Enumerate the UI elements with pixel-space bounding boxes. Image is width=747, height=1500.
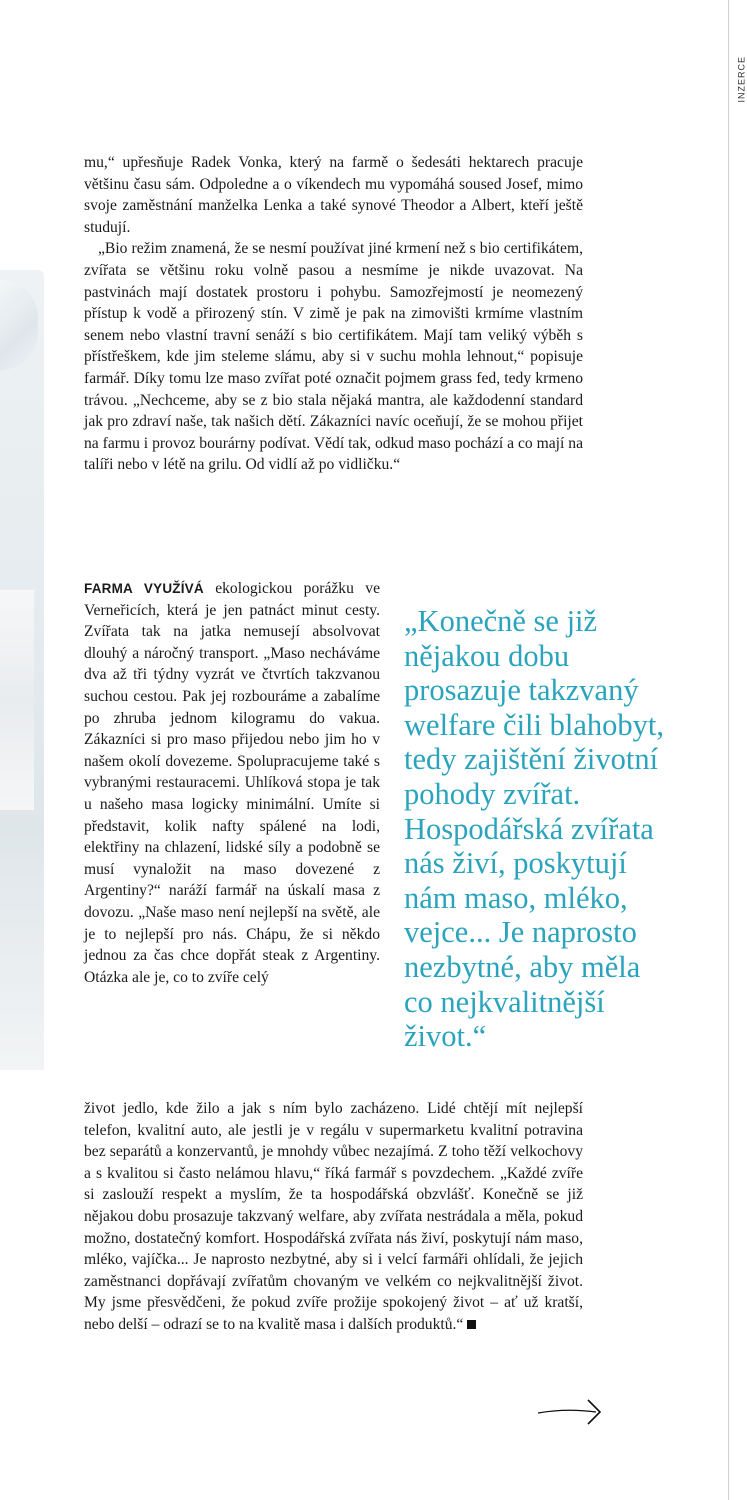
pull-quote-line: nějakou dobu [404, 638, 570, 673]
pull-quote-line: nás živí, poskytují [404, 846, 627, 881]
closing-text: život jedlo, kde žilo a jak s ním bylo zacházeno. Lidé chtějí mít nejlepší telefon, kvalitní auto, ale jestli je v regálu v supermarketu kvalitní potravina bez separátů a konzervantů, je mnohdy vůbec nezajímá. Z toho těží velkochovy a s kvalitou si často nelámou hlavu,“ říká farmář s povzdechem. „Každé zvíře si zaslouží respekt a myslím, že ta hospodářská obzvlášť. Konečně se již nějakou dobu prosazuje takzvaný welfare, aby zvířata nestrádala a měla, pokud možno, dostatečný komfort. Hospodářská zvířata nás živí, poskytují nám maso, mléko, vajíčka... Je naprosto nezbytné, aby si i velcí farmáři ohlídali, že jejich zaměstnanci dopřávají zvířatům chovaným ve velkém co nejkvalitnější život. My jsme přesvědčeni, že pokud zvíře prožije spokojený život – ať už kratší, nebo delší – odrazí se to na kvalitě masa i dalších produktů.“ [84, 1100, 583, 1333]
pull-quote-line: život.“ [404, 1019, 487, 1054]
section-lead-in: FARMA VYUŽÍVÁ [84, 581, 204, 596]
pull-quote-line: co nejkvalitnější [404, 984, 605, 1019]
paragraph-closing [84, 1098, 583, 1336]
pull-quote-line: tedy zajištění životní [404, 742, 659, 777]
photo-detail-glass [0, 280, 38, 370]
pull-quote-line: Hospodářská zvířata [404, 811, 654, 846]
section-body: ekologickou porážku ve Verneřicích, která je jen patnáct minut cesty. Zvířata tak na jatka nemusejí absolvovat dlouhý a náročný transport. „Maso necháváme dva až tři týdny vyzrát ve čtvrtích takzvanou suchou cestou. Pak jej rozbouráme a zabalíme po zhruba jednom kilogramu do vakua. Zákazníci si pro maso přijedou nebo jim ho v našem okolí dovezeme. Spolupracujeme také s vybranými restauracemi. Uhlíková stopa je tak u našeho masa logicky minimální. Umíte si představit, kolik nafty spálené na lodi, elektřiny na chlazení, lidské síly a podobně se musí vynaložit na maso dovezené z Argentiny?“ naráží farmář na úskalí masa z dovozu. „Naše maso není nejlepší na světě, ale je to nejlepší pro nás. Chápu, že si někdo jednou za čas chce dopřát steak z Argentiny. Otázka ale je, co to zvíře celý [84, 580, 380, 986]
left-photo-edge [0, 270, 44, 1070]
photo-detail-shade [0, 590, 34, 810]
pull-quote-line: prosazuje takzvaný [404, 673, 639, 708]
pull-quote-line: welfare čili blahobyt, [404, 707, 664, 742]
article-top-column [84, 152, 583, 476]
paragraph-bio-regime: „Bio režim znamená, že se nesmí používat jiné krmení než s bio certifikátem, zvířata se většinu roku volně pasou a nesmíme je nikde uvazovat. Na pastvinách mají dostatek prostoru i pohybu. Samozřejmostí je neomezený přístup k vodě a přirozený stín. V zimě je pak na zimovišti krmíme vlastním senem nebo vlastní travní senáží s bio certifikátem. Mají tam veliký výběh s přístřeškem, kde jim steleme slámu, aby si v suchu mohla lehnout,“ popisuje farmář. Díky tomu lze maso zvířat poté označit pojmem grass fed, tedy krmeno trávou. „Nechceme, aby se z bio stala nějaká mantra, ale každodenní standard jak pro zdraví naše, tak našich dětí. Zákazníci navíc oceňují, že se mohou přijet na farmu i provoz bourárny podívat. Vědí tak, odkud maso pochází a co mají na talíři nebo v létě na grilu. Od vidlí až po vidličku.“ [84, 240, 583, 474]
pull-quote-line: pohody zvířat. [404, 776, 581, 811]
arrow-right-icon[interactable] [536, 1396, 606, 1426]
pull-quote [404, 604, 734, 1054]
pull-quote-line: nezbytné, aby měla [404, 949, 641, 984]
pull-quote-line: „Konečně se již [404, 604, 598, 638]
paragraph-intro: mu,“ upřesňuje Radek Vonka, který na farmě o šedesáti hektarech pracuje většinu času sám. Odpoledne a o víkendech mu vypomáhá soused Josef, mimo svoje zaměstnání manželka Lenka a také synové Theodor a Albert, kteří ještě studují. [84, 154, 583, 236]
square-end-mark-icon [467, 1320, 476, 1329]
article-narrow-column [84, 578, 380, 988]
pull-quote-line: vejce... Je naprosto [404, 915, 637, 950]
pull-quote-line: nám maso, mléko, [404, 880, 628, 915]
article-bottom-column [84, 1098, 583, 1336]
advertisement-label: INZERCE [737, 56, 747, 103]
paragraph-slaughter [84, 578, 380, 988]
